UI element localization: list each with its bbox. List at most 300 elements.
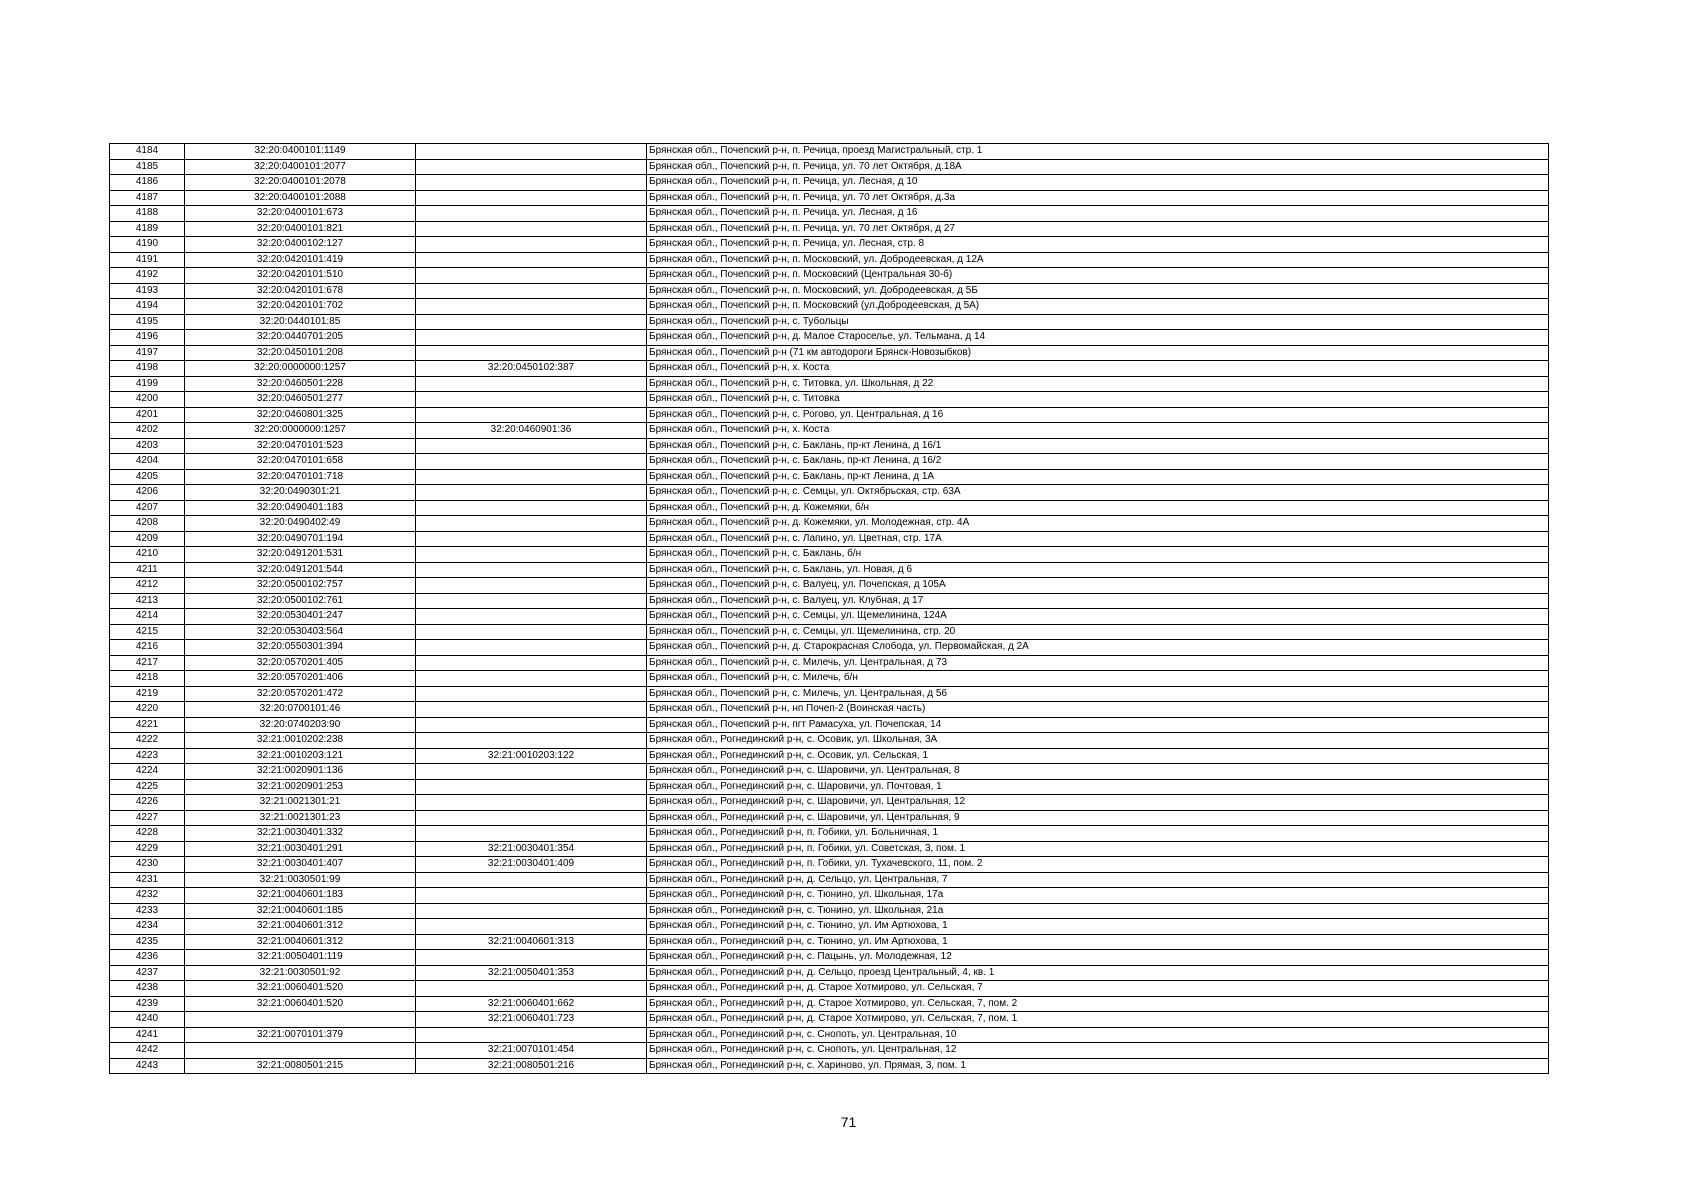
related-cadastral-number-cell: 32:21:0010203:122 — [416, 748, 647, 764]
address-cell: Брянская обл., Почепский р-н, х. Коста — [647, 423, 1549, 439]
cadastral-number-cell: 32:20:0530401:247 — [185, 609, 416, 625]
cadastral-number-cell: 32:20:0570201:405 — [185, 655, 416, 671]
table-row — [110, 965, 1549, 981]
cadastral-number-cell: 32:21:0060401:520 — [185, 981, 416, 997]
related-cadastral-number-cell — [416, 593, 647, 609]
address-cell: Брянская обл., Почепский р-н, п. Московский (ул.Добродеевская, д 5А) — [647, 299, 1549, 315]
cadastral-number-cell: 32:21:0021301:21 — [185, 795, 416, 811]
address-cell: Брянская обл., Почепский р-н, п. Речица, ул. Лесная, д 16 — [647, 206, 1549, 222]
table-row — [110, 655, 1549, 671]
row-number-cell: 4192 — [110, 268, 185, 284]
related-cadastral-number-cell — [416, 609, 647, 625]
table-row — [110, 423, 1549, 439]
cadastral-number-cell: 32:20:0460501:277 — [185, 392, 416, 408]
cadastral-number-cell: 32:20:0700101:46 — [185, 702, 416, 718]
address-cell: Брянская обл., Почепский р-н, д. Кожемяки, ул. Молодежная, стр. 4А — [647, 516, 1549, 532]
related-cadastral-number-cell — [416, 671, 647, 687]
table-row — [110, 640, 1549, 656]
address-cell: Брянская обл., Почепский р-н, с. Валуец, ул. Клубная, д 17 — [647, 593, 1549, 609]
row-number-cell: 4213 — [110, 593, 185, 609]
table-row — [110, 872, 1549, 888]
row-number-cell: 4202 — [110, 423, 185, 439]
cadastral-number-cell: 32:21:0080501:215 — [185, 1058, 416, 1074]
table-row — [110, 330, 1549, 346]
table-row — [110, 314, 1549, 330]
table-row — [110, 919, 1549, 935]
related-cadastral-number-cell — [416, 810, 647, 826]
cadastral-number-cell: 32:20:0420101:510 — [185, 268, 416, 284]
address-cell: Брянская обл., Почепский р-н, с. Титовка, ул. Школьная, д 22 — [647, 376, 1549, 392]
cadastral-number-cell: 32:20:0740203:90 — [185, 717, 416, 733]
related-cadastral-number-cell — [416, 903, 647, 919]
cadastral-number-cell: 32:21:0030401:407 — [185, 857, 416, 873]
address-cell: Брянская обл., Почепский р-н, д. Кожемяки, б/н — [647, 500, 1549, 516]
related-cadastral-number-cell — [416, 376, 647, 392]
related-cadastral-number-cell — [416, 252, 647, 268]
address-cell: Брянская обл., Почепский р-н, п. Московский, ул. Добродеевская, д 12А — [647, 252, 1549, 268]
related-cadastral-number-cell — [416, 686, 647, 702]
row-number-cell: 4208 — [110, 516, 185, 532]
row-number-cell: 4185 — [110, 159, 185, 175]
address-cell: Брянская обл., Почепский р-н, с. Титовка — [647, 392, 1549, 408]
cadastral-number-cell: 32:21:0030501:92 — [185, 965, 416, 981]
related-cadastral-number-cell — [416, 640, 647, 656]
related-cadastral-number-cell — [416, 562, 647, 578]
related-cadastral-number-cell — [416, 655, 647, 671]
address-cell: Брянская обл., Почепский р-н, с. Баклань, пр-кт Ленина, д 16/1 — [647, 438, 1549, 454]
cadastral-number-cell — [185, 1043, 416, 1059]
cadastral-number-cell: 32:21:0010202:238 — [185, 733, 416, 749]
related-cadastral-number-cell — [416, 159, 647, 175]
table-row — [110, 733, 1549, 749]
related-cadastral-number-cell — [416, 407, 647, 423]
table-row — [110, 981, 1549, 997]
row-number-cell: 4235 — [110, 934, 185, 950]
table-row — [110, 1043, 1549, 1059]
cadastral-number-cell: 32:20:0000000:1257 — [185, 361, 416, 377]
cadastral-number-cell: 32:20:0400101:821 — [185, 221, 416, 237]
table-row — [110, 438, 1549, 454]
table-row — [110, 221, 1549, 237]
cadastral-number-cell: 32:21:0070101:379 — [185, 1027, 416, 1043]
related-cadastral-number-cell — [416, 1027, 647, 1043]
table-row — [110, 795, 1549, 811]
address-cell: Брянская обл., Почепский р-н, п. Речица, ул. 70 лет Октября, д 27 — [647, 221, 1549, 237]
cadastral-number-cell: 32:20:0460801:325 — [185, 407, 416, 423]
row-number-cell: 4187 — [110, 190, 185, 206]
table-row — [110, 547, 1549, 563]
address-cell: Брянская обл., Почепский р-н, п. Московский (Центральная 30-б) — [647, 268, 1549, 284]
address-cell: Брянская обл., Рогнединский р-н, с. Пацынь, ул. Молодежная, 12 — [647, 950, 1549, 966]
row-number-cell: 4209 — [110, 531, 185, 547]
address-cell: Брянская обл., Рогнединский р-н, д. Старое Хотмирово, ул. Сельская, 7, пом. 1 — [647, 1012, 1549, 1028]
table-row — [110, 237, 1549, 253]
cadastral-number-cell: 32:21:0040601:185 — [185, 903, 416, 919]
row-number-cell: 4243 — [110, 1058, 185, 1074]
related-cadastral-number-cell: 32:21:0030401:354 — [416, 841, 647, 857]
address-cell: Брянская обл., Рогнединский р-н, д. Сельцо, проезд Центральный, 4, кв. 1 — [647, 965, 1549, 981]
cadastral-number-cell: 32:20:0500102:761 — [185, 593, 416, 609]
address-cell: Брянская обл., Почепский р-н, пгт Рамасуха, ул. Почепская, 14 — [647, 717, 1549, 733]
related-cadastral-number-cell: 32:20:0460901:36 — [416, 423, 647, 439]
cadastral-number-cell: 32:20:0470101:718 — [185, 469, 416, 485]
address-cell: Брянская обл., Почепский р-н (71 км автодороги Брянск-Новозыбков) — [647, 345, 1549, 361]
row-number-cell: 4223 — [110, 748, 185, 764]
cadastral-number-cell: 32:20:0400101:2078 — [185, 175, 416, 191]
related-cadastral-number-cell: 32:21:0030401:409 — [416, 857, 647, 873]
address-cell: Брянская обл., Рогнединский р-н, п. Гобики, ул. Больничная, 1 — [647, 826, 1549, 842]
address-cell: Брянская обл., Почепский р-н, с. Милечь, ул. Центральная, д 73 — [647, 655, 1549, 671]
address-cell: Брянская обл., Почепский р-н, с. Баклань, б/н — [647, 547, 1549, 563]
related-cadastral-number-cell — [416, 950, 647, 966]
related-cadastral-number-cell — [416, 175, 647, 191]
row-number-cell: 4229 — [110, 841, 185, 857]
row-number-cell: 4217 — [110, 655, 185, 671]
table-row — [110, 159, 1549, 175]
table-row — [110, 686, 1549, 702]
cadastral-number-cell: 32:20:0490301:21 — [185, 485, 416, 501]
table-row — [110, 748, 1549, 764]
cadastral-number-cell: 32:20:0490401:183 — [185, 500, 416, 516]
row-number-cell: 4221 — [110, 717, 185, 733]
related-cadastral-number-cell — [416, 872, 647, 888]
table-row — [110, 268, 1549, 284]
row-number-cell: 4194 — [110, 299, 185, 315]
address-cell: Брянская обл., Рогнединский р-н, с. Тюнино, ул. Им Артюхова, 1 — [647, 934, 1549, 950]
table-row — [110, 252, 1549, 268]
row-number-cell: 4240 — [110, 1012, 185, 1028]
cadastral-number-cell: 32:21:0060401:520 — [185, 996, 416, 1012]
row-number-cell: 4234 — [110, 919, 185, 935]
table-row — [110, 1012, 1549, 1028]
cadastral-number-cell: 32:21:0020901:253 — [185, 779, 416, 795]
table-row — [110, 1027, 1549, 1043]
table-row — [110, 934, 1549, 950]
related-cadastral-number-cell — [416, 547, 647, 563]
table-row — [110, 206, 1549, 222]
row-number-cell: 4207 — [110, 500, 185, 516]
cadastral-number-cell: 32:20:0420101:678 — [185, 283, 416, 299]
table-row — [110, 361, 1549, 377]
cadastral-number-cell: 32:21:0030401:291 — [185, 841, 416, 857]
address-cell: Брянская обл., Рогнединский р-н, с. Шаровичи, ул. Центральная, 12 — [647, 795, 1549, 811]
table-row — [110, 609, 1549, 625]
related-cadastral-number-cell: 32:21:0050401:353 — [416, 965, 647, 981]
row-number-cell: 4228 — [110, 826, 185, 842]
row-number-cell: 4236 — [110, 950, 185, 966]
row-number-cell: 4233 — [110, 903, 185, 919]
related-cadastral-number-cell — [416, 531, 647, 547]
address-cell: Брянская обл., Рогнединский р-н, д. Старое Хотмирово, ул. Сельская, 7 — [647, 981, 1549, 997]
address-cell: Брянская обл., Рогнединский р-н, д. Старое Хотмирово, ул. Сельская, 7, пом. 2 — [647, 996, 1549, 1012]
address-cell: Брянская обл., Почепский р-н, п. Московский, ул. Добродеевская, д 5Б — [647, 283, 1549, 299]
cadastral-number-cell: 32:20:0491201:531 — [185, 547, 416, 563]
address-cell: Брянская обл., Рогнединский р-н, с. Тюнино, ул. Им Артюхова, 1 — [647, 919, 1549, 935]
cadastral-number-cell: 32:21:0050401:119 — [185, 950, 416, 966]
row-number-cell: 4230 — [110, 857, 185, 873]
row-number-cell: 4241 — [110, 1027, 185, 1043]
address-cell: Брянская обл., Рогнединский р-н, п. Гобики, ул. Советская, 3, пом. 1 — [647, 841, 1549, 857]
address-cell: Брянская обл., Рогнединский р-н, с. Шаровичи, ул. Центральная, 8 — [647, 764, 1549, 780]
related-cadastral-number-cell — [416, 888, 647, 904]
related-cadastral-number-cell — [416, 206, 647, 222]
cadastral-number-cell: 32:21:0030501:99 — [185, 872, 416, 888]
related-cadastral-number-cell: 32:21:0070101:454 — [416, 1043, 647, 1059]
cadastral-number-cell: 32:20:0460501:228 — [185, 376, 416, 392]
related-cadastral-number-cell — [416, 299, 647, 315]
row-number-cell: 4205 — [110, 469, 185, 485]
row-number-cell: 4186 — [110, 175, 185, 191]
address-cell: Брянская обл., Рогнединский р-н, с. Тюнино, ул. Школьная, 21а — [647, 903, 1549, 919]
row-number-cell: 4227 — [110, 810, 185, 826]
related-cadastral-number-cell — [416, 779, 647, 795]
related-cadastral-number-cell — [416, 578, 647, 594]
address-cell: Брянская обл., Почепский р-н, с. Тубольцы — [647, 314, 1549, 330]
table-row — [110, 407, 1549, 423]
row-number-cell: 4218 — [110, 671, 185, 687]
row-number-cell: 4196 — [110, 330, 185, 346]
related-cadastral-number-cell — [416, 454, 647, 470]
cadastral-number-cell: 32:21:0030401:332 — [185, 826, 416, 842]
table-row — [110, 624, 1549, 640]
address-cell: Брянская обл., Рогнединский р-н, д. Сельцо, ул. Центральная, 7 — [647, 872, 1549, 888]
cadastral-number-cell — [185, 1012, 416, 1028]
cadastral-number-cell: 32:20:0470101:523 — [185, 438, 416, 454]
related-cadastral-number-cell — [416, 717, 647, 733]
row-number-cell: 4201 — [110, 407, 185, 423]
address-cell: Брянская обл., Почепский р-н, х. Коста — [647, 361, 1549, 377]
address-cell: Брянская обл., Почепский р-н, п. Речица, проезд Магистральный, стр. 1 — [647, 144, 1549, 160]
cadastral-number-cell: 32:21:0010203:121 — [185, 748, 416, 764]
address-cell: Брянская обл., Почепский р-н, с. Баклань, пр-кт Ленина, д 16/2 — [647, 454, 1549, 470]
address-cell: Брянская обл., Рогнединский р-н, с. Хариново, ул. Прямая, 3, пом. 1 — [647, 1058, 1549, 1074]
cadastral-number-cell: 32:20:0440101:85 — [185, 314, 416, 330]
address-cell: Брянская обл., Почепский р-н, д. Малое Староселье, ул. Тельмана, д 14 — [647, 330, 1549, 346]
row-number-cell: 4242 — [110, 1043, 185, 1059]
row-number-cell: 4184 — [110, 144, 185, 160]
table-row — [110, 857, 1549, 873]
cadastral-number-cell: 32:21:0040601:183 — [185, 888, 416, 904]
cadastral-number-cell: 32:21:0040601:312 — [185, 934, 416, 950]
related-cadastral-number-cell: 32:21:0080501:216 — [416, 1058, 647, 1074]
related-cadastral-number-cell — [416, 485, 647, 501]
address-cell: Брянская обл., Почепский р-н, с. Милечь, ул. Центральная, д 56 — [647, 686, 1549, 702]
cadastral-number-cell: 32:20:0500102:757 — [185, 578, 416, 594]
table-row — [110, 376, 1549, 392]
table-row — [110, 779, 1549, 795]
row-number-cell: 4219 — [110, 686, 185, 702]
cadastral-number-cell: 32:20:0000000:1257 — [185, 423, 416, 439]
table-row — [110, 671, 1549, 687]
address-cell: Брянская обл., Рогнединский р-н, с. Осовик, ул. Сельская, 1 — [647, 748, 1549, 764]
table-row — [110, 454, 1549, 470]
table-row — [110, 562, 1549, 578]
address-cell: Брянская обл., Рогнединский р-н, с. Снопоть, ул. Центральная, 10 — [647, 1027, 1549, 1043]
cadastral-number-cell: 32:20:0400101:2088 — [185, 190, 416, 206]
row-number-cell: 4226 — [110, 795, 185, 811]
table-row — [110, 888, 1549, 904]
row-number-cell: 4216 — [110, 640, 185, 656]
row-number-cell: 4211 — [110, 562, 185, 578]
table-row — [110, 283, 1549, 299]
address-cell: Брянская обл., Рогнединский р-н, с. Шаровичи, ул. Центральная, 9 — [647, 810, 1549, 826]
address-cell: Брянская обл., Почепский р-н, с. Семцы, ул. Щемелинина, 124А — [647, 609, 1549, 625]
table-row — [110, 345, 1549, 361]
address-cell: Брянская обл., Почепский р-н, с. Рогово, ул. Центральная, д 16 — [647, 407, 1549, 423]
table-row — [110, 144, 1549, 160]
related-cadastral-number-cell — [416, 624, 647, 640]
table-row — [110, 175, 1549, 191]
related-cadastral-number-cell — [416, 221, 647, 237]
related-cadastral-number-cell: 32:21:0060401:662 — [416, 996, 647, 1012]
row-number-cell: 4197 — [110, 345, 185, 361]
row-number-cell: 4225 — [110, 779, 185, 795]
cadastral-number-cell: 32:21:0020901:136 — [185, 764, 416, 780]
address-cell: Брянская обл., Почепский р-н, нп Почеп-2 (Воинская часть) — [647, 702, 1549, 718]
row-number-cell: 4188 — [110, 206, 185, 222]
address-cell: Брянская обл., Почепский р-н, п. Речица, ул. 70 лет Октября, д.3а — [647, 190, 1549, 206]
table-row — [110, 500, 1549, 516]
cadastral-number-cell: 32:20:0400101:2077 — [185, 159, 416, 175]
cadastral-number-cell: 32:20:0450101:208 — [185, 345, 416, 361]
cadastral-number-cell: 32:20:0570201:406 — [185, 671, 416, 687]
row-number-cell: 4198 — [110, 361, 185, 377]
row-number-cell: 4204 — [110, 454, 185, 470]
cadastral-number-cell: 32:20:0490402:49 — [185, 516, 416, 532]
cadastral-number-cell: 32:20:0550301:394 — [185, 640, 416, 656]
cadastral-number-cell: 32:20:0420101:419 — [185, 252, 416, 268]
table-row — [110, 516, 1549, 532]
cadastral-number-cell: 32:20:0570201:472 — [185, 686, 416, 702]
page-number: 71 — [840, 1114, 857, 1130]
address-cell: Брянская обл., Почепский р-н, с. Милечь, б/н — [647, 671, 1549, 687]
row-number-cell: 4238 — [110, 981, 185, 997]
related-cadastral-number-cell — [416, 190, 647, 206]
cadastral-number-cell: 32:20:0400101:1149 — [185, 144, 416, 160]
table-row — [110, 950, 1549, 966]
row-number-cell: 4203 — [110, 438, 185, 454]
related-cadastral-number-cell: 32:21:0040601:313 — [416, 934, 647, 950]
related-cadastral-number-cell — [416, 733, 647, 749]
related-cadastral-number-cell — [416, 283, 647, 299]
cadastral-number-cell: 32:20:0420101:702 — [185, 299, 416, 315]
row-number-cell: 4215 — [110, 624, 185, 640]
cadastral-number-cell: 32:20:0400102:127 — [185, 237, 416, 253]
related-cadastral-number-cell — [416, 795, 647, 811]
row-number-cell: 4239 — [110, 996, 185, 1012]
related-cadastral-number-cell — [416, 516, 647, 532]
cadastral-number-cell: 32:20:0530403:564 — [185, 624, 416, 640]
related-cadastral-number-cell — [416, 764, 647, 780]
row-number-cell: 4200 — [110, 392, 185, 408]
address-cell: Брянская обл., Почепский р-н, с. Валуец, ул. Почепская, д 105А — [647, 578, 1549, 594]
related-cadastral-number-cell — [416, 826, 647, 842]
address-cell: Брянская обл., Рогнединский р-н, п. Гобики, ул. Тухачевского, 11, пом. 2 — [647, 857, 1549, 873]
row-number-cell: 4189 — [110, 221, 185, 237]
related-cadastral-number-cell — [416, 144, 647, 160]
cadastral-number-cell: 32:20:0470101:658 — [185, 454, 416, 470]
row-number-cell: 4231 — [110, 872, 185, 888]
table-row — [110, 593, 1549, 609]
address-cell: Брянская обл., Рогнединский р-н, с. Снопоть, ул. Центральная, 12 — [647, 1043, 1549, 1059]
row-number-cell: 4195 — [110, 314, 185, 330]
address-cell: Брянская обл., Рогнединский р-н, с. Осовик, ул. Школьная, 3А — [647, 733, 1549, 749]
related-cadastral-number-cell — [416, 237, 647, 253]
address-cell: Брянская обл., Почепский р-н, п. Речица, ул. 70 лет Октября, д.18А — [647, 159, 1549, 175]
table-row — [110, 764, 1549, 780]
table-row — [110, 190, 1549, 206]
row-number-cell: 4214 — [110, 609, 185, 625]
row-number-cell: 4191 — [110, 252, 185, 268]
table-row — [110, 903, 1549, 919]
row-number-cell: 4220 — [110, 702, 185, 718]
table-row — [110, 1058, 1549, 1074]
related-cadastral-number-cell: 32:20:0450102:387 — [416, 361, 647, 377]
address-cell: Брянская обл., Почепский р-н, п. Речица, ул. Лесная, стр. 8 — [647, 237, 1549, 253]
cadastral-number-cell: 32:20:0491201:544 — [185, 562, 416, 578]
address-cell: Брянская обл., Почепский р-н, с. Семцы, ул. Щемелинина, стр. 20 — [647, 624, 1549, 640]
table-row — [110, 810, 1549, 826]
cadastral-number-cell: 32:20:0440701:205 — [185, 330, 416, 346]
cadastral-number-cell: 32:21:0021301:23 — [185, 810, 416, 826]
table-row — [110, 485, 1549, 501]
address-cell: Брянская обл., Почепский р-н, с. Семцы, ул. Октябрьская, стр. 63А — [647, 485, 1549, 501]
table-row — [110, 702, 1549, 718]
row-number-cell: 4210 — [110, 547, 185, 563]
property-registry-table — [109, 143, 1549, 1074]
address-cell: Брянская обл., Почепский р-н, с. Баклань, ул. Новая, д 6 — [647, 562, 1549, 578]
row-number-cell: 4222 — [110, 733, 185, 749]
address-cell: Брянская обл., Почепский р-н, п. Речица, ул. Лесная, д 10 — [647, 175, 1549, 191]
related-cadastral-number-cell — [416, 392, 647, 408]
address-cell: Брянская обл., Рогнединский р-н, с. Тюнино, ул. Школьная, 17а — [647, 888, 1549, 904]
table-row — [110, 531, 1549, 547]
table-row — [110, 578, 1549, 594]
table-row — [110, 717, 1549, 733]
cadastral-number-cell: 32:20:0490701:194 — [185, 531, 416, 547]
related-cadastral-number-cell — [416, 500, 647, 516]
related-cadastral-number-cell — [416, 330, 647, 346]
related-cadastral-number-cell — [416, 268, 647, 284]
row-number-cell: 4193 — [110, 283, 185, 299]
cadastral-number-cell: 32:20:0400101:673 — [185, 206, 416, 222]
address-cell: Брянская обл., Рогнединский р-н, с. Шаровичи, ул. Почтовая, 1 — [647, 779, 1549, 795]
address-cell: Брянская обл., Почепский р-н, с. Баклань, пр-кт Ленина, д 1А — [647, 469, 1549, 485]
cadastral-number-cell: 32:21:0040601:312 — [185, 919, 416, 935]
row-number-cell: 4237 — [110, 965, 185, 981]
related-cadastral-number-cell — [416, 919, 647, 935]
table-row — [110, 392, 1549, 408]
row-number-cell: 4212 — [110, 578, 185, 594]
table-body — [110, 144, 1549, 1074]
row-number-cell: 4190 — [110, 237, 185, 253]
related-cadastral-number-cell — [416, 981, 647, 997]
row-number-cell: 4199 — [110, 376, 185, 392]
related-cadastral-number-cell — [416, 345, 647, 361]
related-cadastral-number-cell — [416, 314, 647, 330]
row-number-cell: 4232 — [110, 888, 185, 904]
table-row — [110, 996, 1549, 1012]
address-cell: Брянская обл., Почепский р-н, д. Старокрасная Слобода, ул. Первомайская, д 2А — [647, 640, 1549, 656]
table-row — [110, 841, 1549, 857]
related-cadastral-number-cell: 32:21:0060401:723 — [416, 1012, 647, 1028]
address-cell: Брянская обл., Почепский р-н, с. Лапино, ул. Цветная, стр. 17А — [647, 531, 1549, 547]
table-row — [110, 469, 1549, 485]
row-number-cell: 4224 — [110, 764, 185, 780]
row-number-cell: 4206 — [110, 485, 185, 501]
related-cadastral-number-cell — [416, 702, 647, 718]
related-cadastral-number-cell — [416, 438, 647, 454]
